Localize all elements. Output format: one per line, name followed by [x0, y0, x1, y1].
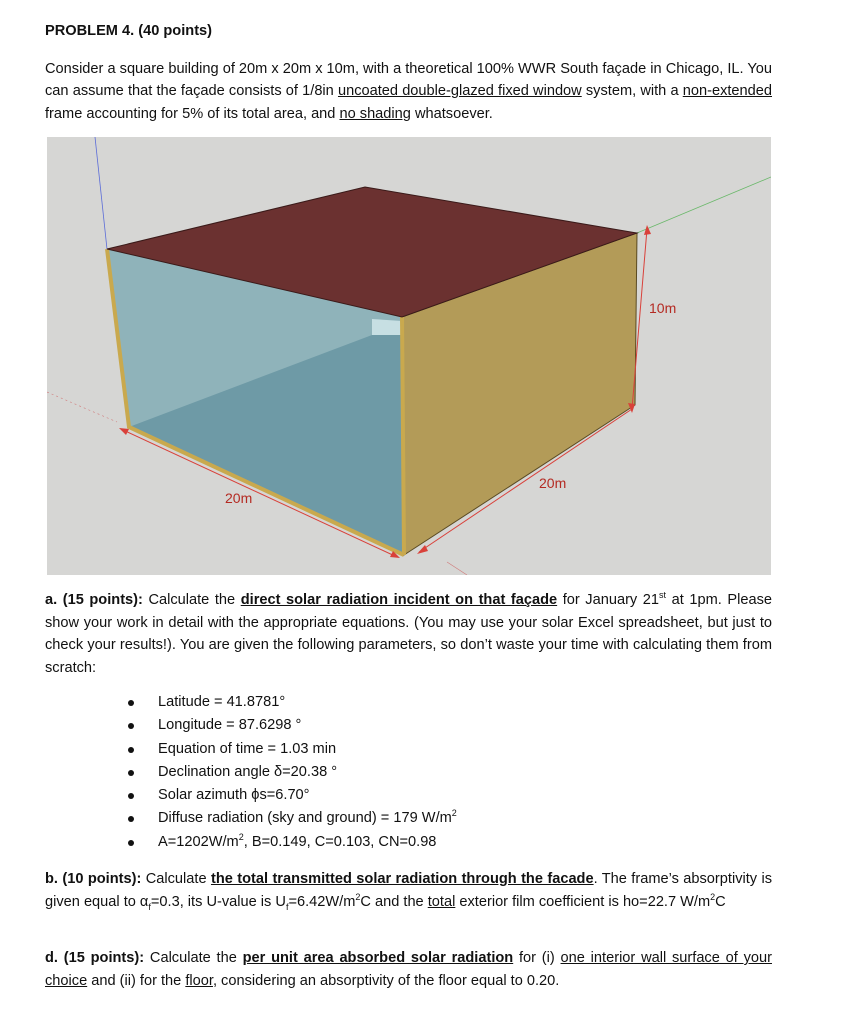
param-latitude: Latitude = 41.8781°: [158, 694, 286, 710]
bullet-icon: [128, 840, 134, 846]
list-item: [118, 807, 457, 830]
part-b-text-1: Calculate: [141, 871, 211, 887]
param-diffuse-sup: 2: [451, 808, 457, 819]
part-d-text-2: for (i): [513, 950, 561, 966]
bullet-icon: [128, 770, 134, 776]
part-b-underline-total: total: [427, 893, 456, 910]
left-width-label: 20m: [225, 490, 253, 506]
bullet-icon: [128, 700, 134, 706]
param-abc-post: , B=0.149, C=0.103, CN=0.98: [243, 833, 437, 850]
part-d-text-1: Calculate the: [144, 950, 243, 966]
param-longitude: Longitude = 87.6298 °: [158, 717, 302, 734]
part-b: [45, 868, 772, 913]
part-a-sup: st: [659, 590, 667, 601]
param-diffuse: Diffuse radiation (sky and ground) = 179 W/m: [158, 810, 452, 827]
part-a-underline: direct solar radiation incident on that façade: [240, 592, 558, 608]
part-d: [45, 947, 772, 992]
part-b-text-5: C and the: [360, 893, 428, 910]
part-b-sup-2: 2: [710, 891, 716, 902]
building-illustration: [47, 137, 771, 575]
building-figure: [47, 137, 771, 575]
part-b-text-3: =0.3, its U-value is U: [150, 893, 286, 910]
list-item: [118, 784, 457, 807]
part-d-underline-wall: one interior wall surface of your choice: [45, 950, 772, 989]
part-a-text-1: Calculate the: [142, 592, 241, 608]
problem-intro: [45, 58, 772, 126]
part-d-underline: per unit area absorbed solar radiation: [242, 950, 514, 966]
param-abc-sup: 2: [238, 831, 244, 842]
bullet-icon: [128, 747, 134, 753]
param-declination: Declination angle δ=20.38 °: [158, 763, 338, 780]
part-a-text: [45, 589, 772, 679]
parameter-list: [118, 691, 457, 854]
intro-underline-frame: non-extended: [682, 83, 773, 99]
part-b-sup-1: 2: [355, 891, 361, 902]
list-item: [118, 831, 457, 854]
problem-header: [45, 20, 772, 125]
intro-text-4: whatsoever.: [410, 105, 493, 122]
part-a-label: a. (15 points):: [45, 592, 143, 608]
intro-underline-window: uncoated double-glazed fixed window: [337, 83, 582, 99]
interior-corner-light: [372, 319, 402, 335]
intro-text-3: frame accounting for 5% of its total area, and: [45, 105, 340, 122]
param-abc-pre: A=1202W/m: [158, 833, 239, 850]
part-b-label: b. (10 points):: [45, 871, 142, 887]
intro-text-2: system, with a: [581, 83, 683, 99]
part-b-text: [45, 868, 772, 913]
part-d-text-4: , considering an absorptivity of the floor equal to 0.20.: [212, 972, 560, 989]
list-item: [118, 714, 457, 737]
problem-title: PROBLEM 4. (40 points): [45, 23, 213, 39]
part-b-text-4: =6.42W/m: [288, 893, 356, 910]
part-b-text-7: C: [715, 893, 726, 910]
part-d-text: [45, 947, 772, 992]
part-d-underline-floor: floor: [185, 972, 213, 989]
part-b-sub-1: f: [148, 901, 151, 912]
part-d-text-3: and (ii) for the: [87, 972, 186, 989]
part-a-text-2: for January 21: [557, 592, 660, 608]
part-b-underline: the total transmitted solar radiation through the facade: [210, 871, 594, 887]
facade-frame-corner: [402, 317, 404, 555]
bullet-icon: [128, 723, 134, 729]
bullet-icon: [128, 793, 134, 799]
part-a-text-3: at 1pm. Please show your work in detail with the appropriate equations. (You may use your solar Excel spreadsheet, but just to check your results!). You are given the following parameters, so don’t waste your time with calculating them from scratch:: [45, 592, 772, 676]
right-width-label: 20m: [539, 475, 567, 491]
intro-text-1: Consider a square building of 20m x 20m x 10m, with a theoretical 100% WWR South façade in Chicago, IL. You can assume that the façade consists of 1/8in: [45, 60, 772, 99]
list-item: [118, 761, 457, 784]
part-b-text-2: . The frame’s absorptivity is given equal to α: [45, 871, 773, 910]
param-solar-azimuth: Solar azimuth ϕs=6.70°: [158, 787, 310, 804]
part-b-text-6: exterior film coefficient is ho=22.7 W/m: [455, 893, 711, 910]
part-d-label: d. (15 points):: [45, 950, 145, 966]
height-label: 10m: [649, 300, 677, 316]
bullet-icon: [128, 816, 134, 822]
list-item: [118, 738, 457, 761]
part-b-sub-2: f: [285, 901, 289, 912]
part-a: [45, 589, 772, 679]
intro-underline-shading: no shading: [339, 105, 411, 122]
param-equation-of-time: Equation of time = 1.03 min: [158, 740, 337, 757]
list-item: [118, 691, 457, 714]
